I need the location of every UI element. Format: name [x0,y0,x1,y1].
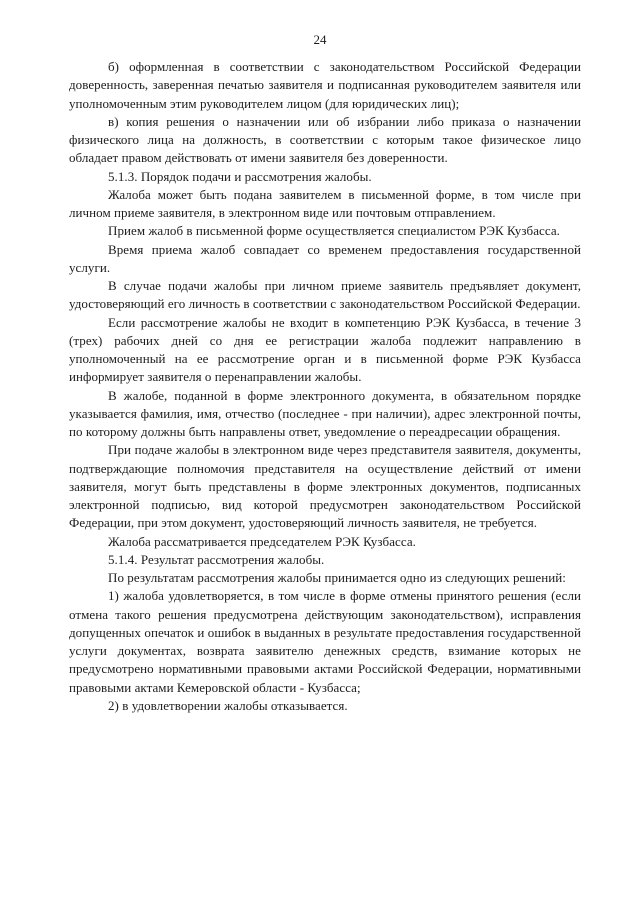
section-heading-5-1-3: 5.1.3. Порядок подачи и рассмотрения жалобы. [108,168,372,184]
paragraph-decision-options: По результатам рассмотрения жалобы принимается одно из следующих решений: [108,570,566,585]
paragraph-personal-identity: В случае подачи жалобы при личном приеме заявитель предъявляет документ, удостоверяющий его личность в соответствии с законодательством Российской Федерации. [69,278,581,312]
paragraph-redirection: Если рассмотрение жалобы не входит в компетенцию РЭК Кузбасса, в течение 3 (трех) рабочих дней со дня ее регистрации жалоба подлежит направлению в уполномоченный на ее рассмотрение орган и в письменной форме РЭК Кузбасса информирует заявителя о перенаправлении жалобы. [69,314,581,385]
paragraph-reception-time: Время приема жалоб совпадает со временем предоставления государственной услуги. [69,241,581,275]
section-heading-5-1-4: 5.1.4. Результат рассмотрения жалобы. [108,551,325,567]
paragraph-chairman-review: Жалоба рассматривается председателем РЭК Кузбасса. [108,533,416,549]
paragraph-appointment-decision: в) копия решения о назначении или об избрании либо приказа о назначении физического лица на должность, в соответствии с которым такое физическое лицо обладает правом действовать от имени заявителя без доверенности. [69,113,581,166]
paragraph-electronic-complaint-details: В жалобе, поданной в форме электронного документа, в обязательном порядке указывается фамилия, имя, отчество (последнее - при наличии), адрес электронной почты, по которому должны быть направлены ответ, уведомление о переадресации обращения. [69,387,581,439]
list-item-complaint-rejected: 2) в удовлетворении жалобы отказывается. [108,697,348,713]
paragraph-written-complaints: Прием жалоб в письменной форме осуществляется специалистом РЭК Кузбасса. [108,223,560,239]
paragraph-complaint-submission-forms: Жалоба может быть подана заявителем в письменной форме, в том числе при личном приеме заявителя, в электронном виде или почтовым отправлением. [69,186,581,220]
page-number: 24 [313,32,327,47]
paragraph-representative-documents: При подаче жалобы в электронном виде через представителя заявителя, документы, подтверждающие полномочия представителя на осуществление действий от имени заявителя, могут быть представлены в форме электронных документов, подписанных электронной подписью, вид которой предусмотрен законодательством Российской Федерации, при этом документ, удостоверяющий личность заявителя, не требуется. [69,442,581,531]
document-body [69,58,581,715]
list-item-complaint-satisfied: 1) жалоба удовлетворяется, в том числе в форме отмены принятого решения (если отмена такого решения предусмотрена действующим законодательством), исправления допущенных опечаток и ошибок в выданных в результате предоставления государственной услуги документах, возврата заявителю денежных средств, взимание которых не предусмотрено нормативными правовыми актами Российской Федерации, нормативными правовыми актами Кемеровской области - Кузбасса; [69,588,581,695]
paragraph-power-of-attorney: б) оформленная в соответствии с законодательством Российской Федерации доверенность, заверенная печатью заявителя и подписанная руководителем заявителя или уполномоченным этим руководителем лицом (для юридических лиц); [69,59,581,111]
